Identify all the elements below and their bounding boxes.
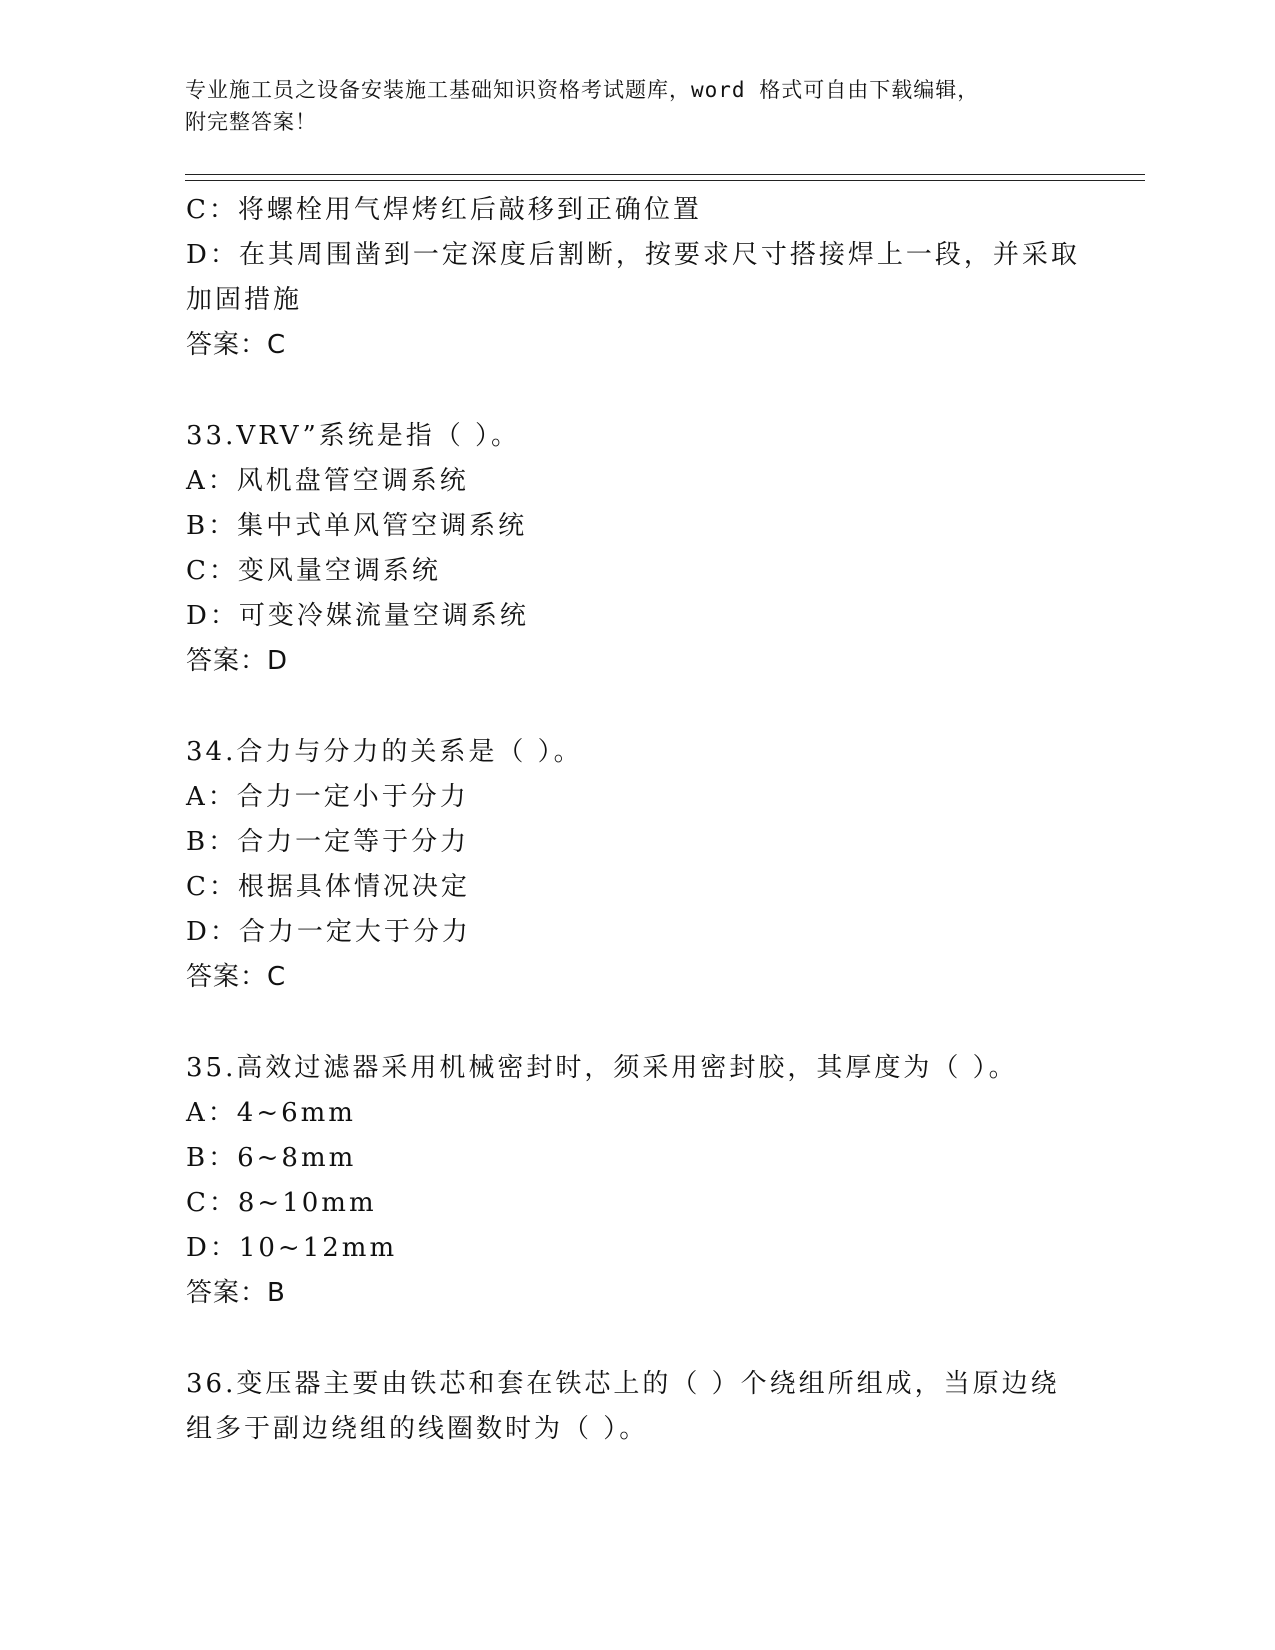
prev-answer: 答案：C	[186, 330, 287, 360]
question-35	[186, 1046, 1066, 1316]
option-d: D：10~12mm	[186, 1233, 398, 1263]
question-36	[186, 1362, 1066, 1452]
question-content	[186, 188, 1080, 1452]
answer: 答案：D	[186, 646, 289, 676]
option-a: A：风机盘管空调系统	[186, 466, 469, 496]
question-stem: 35.高效过滤器采用机械密封时，须采用密封胶，其厚度为（ ）。	[186, 1053, 1018, 1083]
question-33	[186, 414, 1066, 684]
question-stem: 34.合力与分力的关系是（ ）。	[186, 737, 583, 767]
question-stem: 33.VRV”系统是指（ ）。	[186, 421, 521, 451]
question-stem-line-1: 36.变压器主要由铁芯和套在铁芯上的（ ）个绕组所组成，当原边绕	[186, 1369, 1060, 1399]
option-b: B：合力一定等于分力	[186, 827, 470, 857]
option-c: C：8~10mm	[186, 1188, 377, 1218]
question-34	[186, 730, 1066, 1000]
option-b: B：集中式单风管空调系统	[186, 511, 528, 541]
answer: 答案：C	[186, 962, 287, 992]
document-header	[185, 74, 1085, 138]
header-divider-top	[185, 174, 1145, 175]
option-b: B：6~8mm	[186, 1143, 357, 1173]
prev-option-c: C：将螺栓用气焊烤红后敲移到正确位置	[186, 195, 702, 225]
option-d: D：合力一定大于分力	[186, 917, 471, 947]
option-d: D：可变冷媒流量空调系统	[186, 601, 529, 631]
question-stem-line-2: 组多于副边绕组的线圈数时为（ ）。	[186, 1414, 649, 1444]
header-line-1: 专业施工员之设备安装施工基础知识资格考试题库，word 格式可自由下载编辑，	[185, 78, 980, 102]
option-a: A：4~6mm	[186, 1098, 356, 1128]
prev-option-d-line-2: 加固措施	[186, 285, 303, 315]
option-c: C：变风量空调系统	[186, 556, 441, 586]
option-c: C：根据具体情况决定	[186, 872, 470, 902]
option-a: A：合力一定小于分力	[186, 782, 469, 812]
header-divider-bottom	[185, 180, 1145, 181]
answer: 答案：B	[186, 1278, 286, 1308]
prev-option-d-line-1: D：在其周围凿到一定深度后割断，按要求尺寸搭接焊上一段，并采取	[186, 240, 1080, 270]
header-line-2: 附完整答案！	[185, 110, 317, 134]
